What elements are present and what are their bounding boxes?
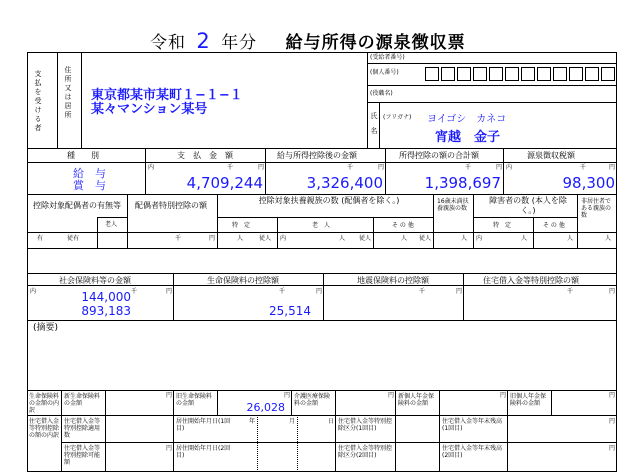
person-unit: 人	[605, 235, 612, 242]
name-kana: ヨイゴシ カネコ	[427, 114, 507, 125]
address-line2: 某々マンション某号	[91, 102, 208, 117]
person-unit: 人	[521, 235, 528, 242]
en-unit: 円	[166, 288, 173, 295]
disabled-other-label: そ の 他	[543, 222, 565, 229]
en-unit: 円	[609, 392, 616, 399]
en-unit: 円	[456, 288, 463, 295]
subordinate-person-unit: 従人	[419, 235, 432, 242]
care-label: 介護医療保険料の金額	[294, 393, 331, 407]
unit-en: 円	[258, 164, 265, 171]
kubun2-label: 住宅借入金等特別控除区分(2回目)	[338, 445, 393, 459]
balance2-label: 住宅借入金等年末残高(2回目)	[442, 445, 503, 459]
income-type-bonus: 賞 与	[73, 179, 106, 192]
en-unit: 円	[388, 392, 395, 399]
housing-loan-label: 住宅借入金等特別控除の額	[483, 276, 579, 285]
social-inner-unit: 内	[30, 288, 37, 295]
unit-sen: 千	[347, 164, 354, 171]
disabled-label: 障害者の数 (本人を除く。)	[489, 196, 567, 215]
balance1-label: 住宅借入金等年末残高(1回目)	[442, 418, 503, 432]
total-deduction-amount: 1,398,697	[424, 174, 501, 192]
en-unit: 円	[284, 392, 291, 399]
address-label: 住所又は居所	[64, 66, 72, 120]
person-unit: 人	[401, 235, 408, 242]
tsuki-unit: 月	[289, 418, 296, 425]
disabled-specific-label: 特 定	[493, 222, 512, 229]
unit-en: 円	[609, 164, 616, 171]
unit-en: 円	[378, 164, 385, 171]
housing-possible-label: 住宅借入金等特別控除可能額	[64, 445, 101, 466]
en-label: 円	[209, 235, 216, 242]
life-insurance-label: 生命保険料の控除額	[207, 276, 279, 285]
header-payment: 支 払 金 額	[177, 151, 233, 160]
form-title	[150, 28, 510, 53]
unit-sen: 千	[227, 164, 234, 171]
sen-unit: 千	[131, 288, 138, 295]
en-unit: 円	[500, 392, 507, 399]
nen-unit: 年	[249, 418, 256, 425]
specific-label: 特 定	[232, 222, 251, 229]
header-total-deduction: 所得控除の額の合計額	[399, 151, 479, 160]
person-unit: 人	[339, 235, 346, 242]
dependents-count-label: 控除対象扶養親族の数 (配偶者を除く。)	[258, 196, 400, 205]
en-unit: 円	[609, 418, 616, 425]
subordinate-person-unit: 従人	[359, 235, 372, 242]
new-life-label: 新生命保険料の金額	[64, 393, 101, 407]
spouse-label: 控除対象配偶者の有無等	[33, 201, 121, 210]
payee-label: 支払を受ける者	[34, 70, 42, 133]
start-date2-label: 居住開始年月日(2回目)	[176, 445, 231, 459]
life-breakdown-label: 生命保険料の金額の内訳	[29, 393, 60, 414]
en-unit: 円	[166, 392, 173, 399]
en-unit: 円	[316, 288, 323, 295]
income-type-salary: 給 与	[73, 167, 106, 180]
unit-uchi: 内	[506, 164, 513, 171]
under16-label: 16歳未満扶養親族の数	[437, 198, 469, 212]
inner-unit: 内	[476, 235, 483, 242]
era-label: 令和	[150, 33, 186, 53]
start-date1-label: 居住開始年月日(1回目)	[176, 418, 231, 432]
remarks-label: (摘要)	[33, 323, 59, 333]
social-insurance-inner: 144,000	[81, 290, 131, 304]
sen-label: 千	[175, 235, 182, 242]
subordinate-person-unit: 従人	[259, 235, 272, 242]
furigana-label: (フリガナ)	[383, 114, 412, 121]
old-pension-label: 旧個人年金保険料の金額	[510, 393, 547, 407]
housing-count-label: 住宅借入金等特別控除適用数	[64, 418, 101, 439]
elderly-label: 老人	[105, 221, 118, 228]
earthquake-insurance-label: 地震保険料の控除額	[357, 276, 429, 285]
person-unit: 人	[461, 235, 468, 242]
address-line1: 東京都某市某町１−１−１	[91, 88, 243, 103]
unit-sen: 千	[580, 164, 587, 171]
kubun1-label: 住宅借入金等特別控除区分(1回目)	[338, 418, 393, 432]
old-life-label: 旧生命保険料の金額	[176, 393, 213, 407]
social-insurance-label: 社会保険料等の金額	[59, 276, 131, 285]
header-type: 種 別	[67, 151, 99, 160]
spouse-special-label: 配偶者特別控除の額	[135, 201, 207, 210]
sen-unit: 千	[279, 288, 286, 295]
recipient-name: 宵越 金子	[435, 130, 501, 145]
life-insurance-amount: 25,514	[269, 304, 311, 318]
sen-unit: 千	[567, 288, 574, 295]
en-unit: 円	[166, 445, 173, 452]
housing-breakdown-label: 住宅借入金等特別控除の額の内訳	[29, 418, 60, 439]
old-life-amount: 26,028	[246, 401, 285, 414]
en-unit: 円	[609, 288, 616, 295]
header-withholding: 源泉徴収税額	[527, 151, 575, 160]
subordinate-label: 従有	[67, 235, 80, 242]
position-label: (役職名)	[370, 90, 393, 97]
other-label: そ の 他	[392, 222, 414, 229]
en-unit: 円	[609, 445, 616, 452]
header-after-deduction: 給与所得控除後の金額	[277, 151, 357, 160]
document-title: 給与所得の源泉徴収票	[285, 33, 466, 53]
withholding-slip-form	[27, 52, 617, 472]
withholding-amount: 98,300	[562, 174, 615, 192]
yes-label: 有	[37, 235, 44, 242]
after-deduction-amount: 3,326,400	[306, 174, 383, 192]
person-unit: 人	[567, 235, 574, 242]
person-unit: 人	[237, 235, 244, 242]
personal-no-label: (個人番号)	[370, 69, 399, 76]
nonresident-label: 非居住者である親族の数	[581, 198, 612, 219]
hi-unit: 日	[328, 418, 335, 425]
year-suffix: 年分	[221, 33, 258, 53]
recipient-no-label: (受給者番号)	[370, 54, 405, 61]
unit-en: 円	[496, 164, 503, 171]
unit-uchi: 内	[148, 164, 155, 171]
old-label: 老 人	[312, 222, 331, 229]
name-label: 氏名	[370, 112, 378, 142]
inner-unit: 内	[280, 235, 287, 242]
social-insurance-amount: 893,183	[81, 304, 131, 318]
new-pension-label: 新個人年金保険料の金額	[398, 393, 435, 407]
unit-sen: 千	[465, 164, 472, 171]
payment-amount: 4,709,244	[186, 174, 263, 192]
sen-unit: 千	[419, 288, 426, 295]
year-value: 2	[196, 29, 211, 53]
